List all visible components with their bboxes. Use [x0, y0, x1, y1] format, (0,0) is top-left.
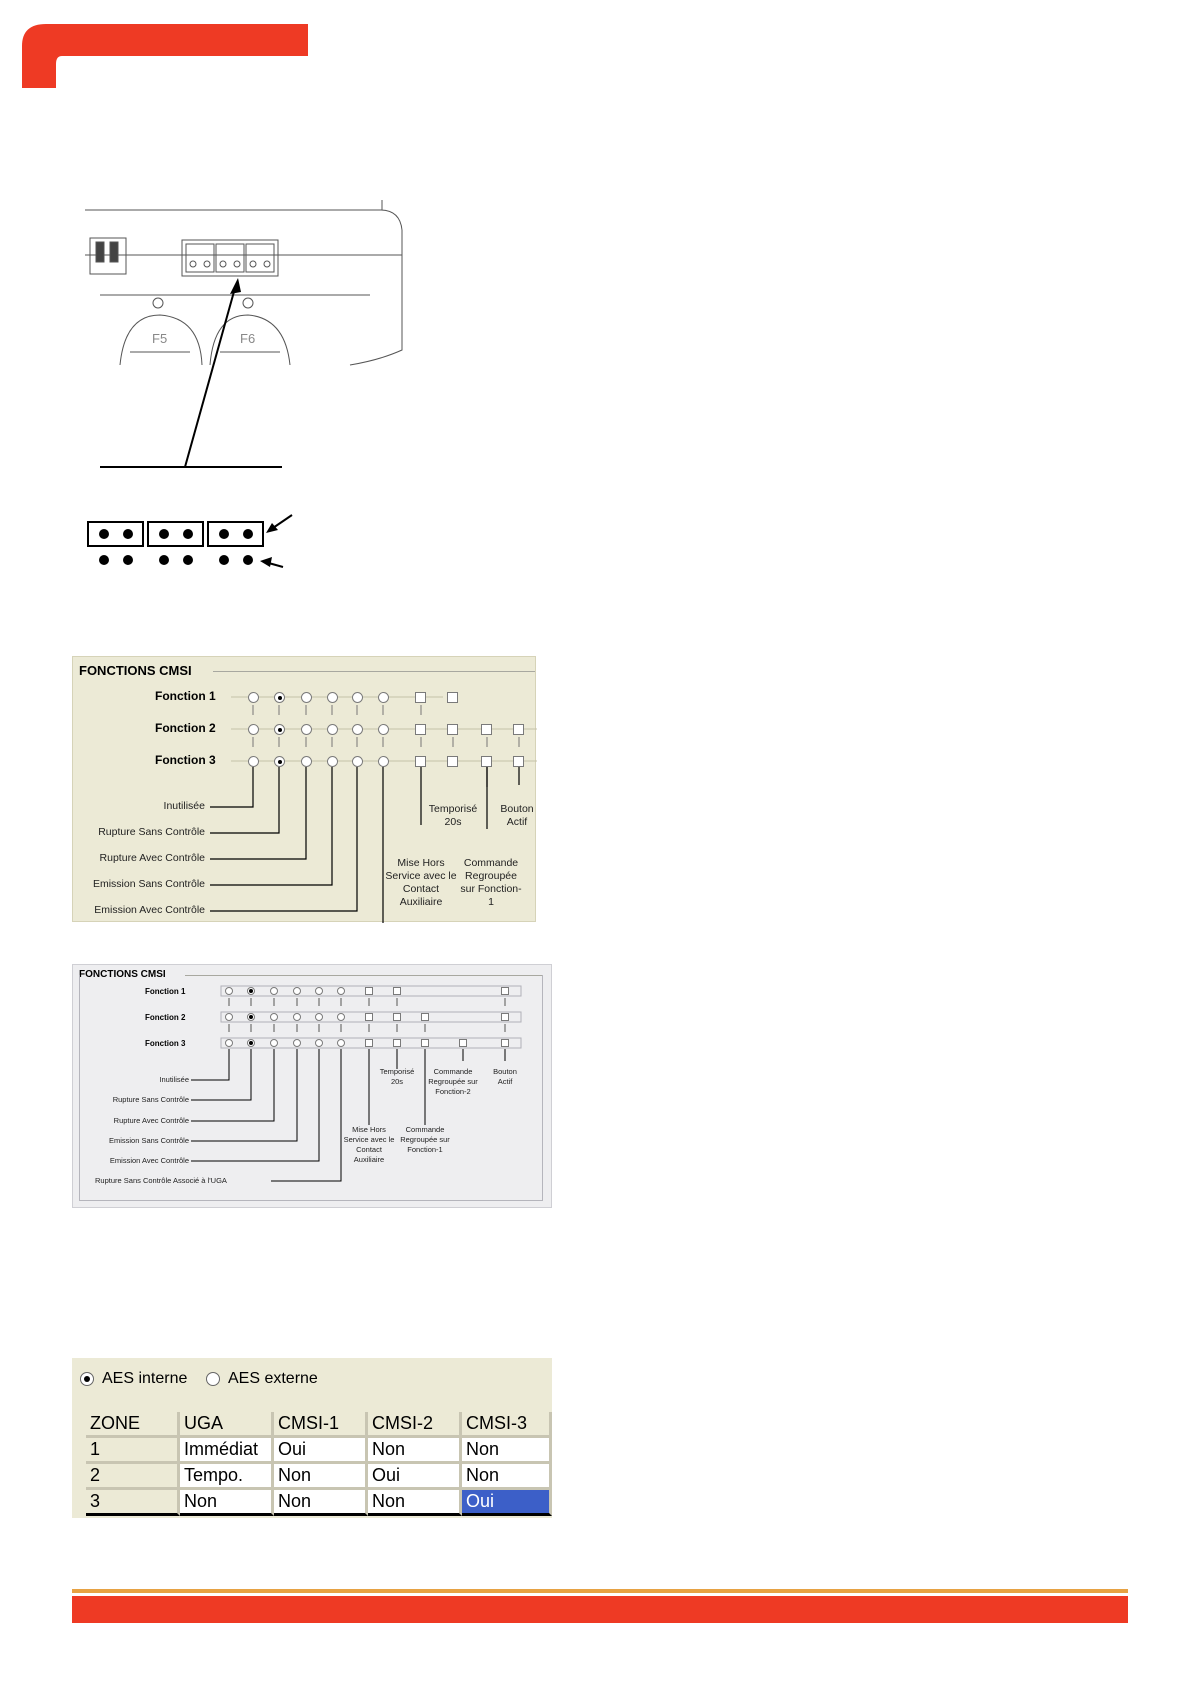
label-inutilisee: Inutilisée	[159, 1075, 189, 1084]
radio-icon[interactable]	[206, 1372, 220, 1386]
table-row	[86, 1464, 552, 1490]
footer-bar	[72, 1596, 1128, 1623]
label-commande-f2: Commande Regroupée sur Fonction-2	[428, 1067, 478, 1096]
f3-opt-emission-avec-controle[interactable]	[315, 1039, 323, 1047]
fonction-3-label: Fonction 3	[155, 753, 216, 767]
fonction-2-label: Fonction 2	[155, 721, 216, 735]
table-cell[interactable]: Non	[462, 1438, 552, 1464]
aes-interne-label: AES interne	[102, 1370, 188, 1387]
f1-opt-emission-avec-controle[interactable]	[315, 987, 323, 995]
f2-chk-temporise[interactable]	[393, 1013, 401, 1021]
f2-chk-mise-hors-service[interactable]	[415, 724, 426, 735]
panel-title: FONCTIONS CMSI	[79, 663, 192, 678]
label-rupture-sans-controle: Rupture Sans Contrôle	[112, 1095, 189, 1104]
col-header-cmsi-3: CMSI-3	[462, 1412, 552, 1438]
f1-chk-mise-hors-service[interactable]	[415, 692, 426, 703]
f2-opt-emission-avec-controle[interactable]	[352, 724, 363, 735]
f1-opt-emission-sans-controle[interactable]	[327, 692, 338, 703]
f3-chk-mise-hors-service[interactable]	[365, 1039, 373, 1047]
f2-chk-bouton[interactable]	[501, 1013, 509, 1021]
fonction-1-label: Fonction 1	[155, 689, 216, 703]
f3-opt-rupture-uga[interactable]	[337, 1039, 345, 1047]
f2-opt-rupture-uga[interactable]	[337, 1013, 345, 1021]
aes-externe-option[interactable]	[206, 1370, 318, 1388]
label-commande-f1: Commande Regroupée sur Fonction-1	[400, 1125, 450, 1154]
f3-opt-inutilisee[interactable]	[225, 1039, 233, 1047]
header-tab	[22, 24, 308, 88]
col-header-zone: ZONE	[86, 1412, 180, 1438]
f1-opt-emission-sans-controle[interactable]	[293, 987, 301, 995]
zone-cell: 2	[86, 1464, 180, 1490]
f2-opt-emission-sans-controle[interactable]	[293, 1013, 301, 1021]
f3-chk-temporise[interactable]	[447, 756, 458, 767]
f2-opt-rupture-avec-controle[interactable]	[270, 1013, 278, 1021]
f1-opt-extra[interactable]	[378, 692, 389, 703]
label-commande-regroupee: Commande Regroupée sur Fonction-1	[460, 857, 522, 908]
col-header-uga: UGA	[180, 1412, 274, 1438]
f1-opt-rupture-avec-controle[interactable]	[301, 692, 312, 703]
f3-chk-commande[interactable]	[481, 756, 492, 767]
label-temporise: Temporisé 20s	[379, 1067, 415, 1086]
table-cell[interactable]: Non	[274, 1464, 368, 1490]
fonction-1-label: Fonction 1	[145, 987, 186, 996]
f3-opt-rupture-avec-controle[interactable]	[270, 1039, 278, 1047]
f3-chk-temporise[interactable]	[393, 1039, 401, 1047]
label-rupture-sans-controle-uga: Rupture Sans Contrôle Associé à l'UGA	[95, 1176, 227, 1185]
f2-opt-rupture-sans-controle[interactable]	[247, 1013, 255, 1021]
table-row	[86, 1490, 552, 1516]
aes-externe-label: AES externe	[228, 1370, 318, 1387]
f1-opt-inutilisee[interactable]	[225, 987, 233, 995]
f3-opt-rupture-sans-controle[interactable]	[247, 1039, 255, 1047]
table-cell[interactable]: Immédiat	[180, 1438, 274, 1464]
table-cell[interactable]: Non	[368, 1490, 462, 1516]
col-header-cmsi-2: CMSI-2	[368, 1412, 462, 1438]
table-row	[86, 1438, 552, 1464]
zone-table	[86, 1412, 552, 1516]
label-emission-avec-controle: Emission Avec Contrôle	[94, 904, 205, 916]
f2-chk-commande[interactable]	[481, 724, 492, 735]
table-cell[interactable]: Non	[274, 1490, 368, 1516]
label-rupture-avec-controle: Rupture Avec Contrôle	[113, 1116, 189, 1125]
fuse-label-f6: F6	[240, 331, 256, 346]
f1-opt-emission-avec-controle[interactable]	[352, 692, 363, 703]
f2-chk-mise-hors-service[interactable]	[365, 1013, 373, 1021]
f2-opt-rupture-sans-controle[interactable]	[274, 724, 285, 735]
footer-accent-line	[72, 1589, 1128, 1593]
f2-chk-temporise[interactable]	[447, 724, 458, 735]
label-mise-hors-service: Mise Hors Service avec le Contact Auxiliaire	[343, 1125, 395, 1164]
f1-chk-temporise[interactable]	[393, 987, 401, 995]
f3-chk-mise-hors-service[interactable]	[415, 756, 426, 767]
f2-chk-commande[interactable]	[421, 1013, 429, 1021]
f1-chk-bouton[interactable]	[501, 987, 509, 995]
label-emission-sans-controle: Emission Sans Contrôle	[92, 878, 205, 890]
zone-config-panel	[72, 1358, 552, 1518]
fuse-label-f5: F5	[152, 331, 168, 346]
f3-chk-bouton[interactable]	[513, 756, 524, 767]
fonction-2-label: Fonction 2	[145, 1013, 186, 1022]
zone-cell: 1	[86, 1438, 180, 1464]
f2-opt-inutilisee[interactable]	[225, 1013, 233, 1021]
aes-interne-option[interactable]	[80, 1370, 187, 1388]
f3-chk-commande-f1[interactable]	[421, 1039, 429, 1047]
fonction-3-label: Fonction 3	[145, 1039, 186, 1048]
table-cell[interactable]: Oui	[274, 1438, 368, 1464]
label-bouton-actif: Bouton Actif	[493, 1067, 517, 1086]
label-inutilisee: Inutilisée	[163, 800, 205, 812]
label-mise-hors-service: Mise Hors Service avec le Contact Auxiliaire	[385, 857, 457, 908]
table-cell[interactable]: Non	[462, 1464, 552, 1490]
f1-opt-rupture-sans-controle[interactable]	[274, 692, 285, 703]
label-rupture-avec-controle: Rupture Avec Contrôle	[99, 852, 205, 864]
f1-opt-rupture-uga[interactable]	[337, 987, 345, 995]
f2-opt-emission-avec-controle[interactable]	[315, 1013, 323, 1021]
zone-cell: 3	[86, 1490, 180, 1516]
f2-opt-extra[interactable]	[378, 724, 389, 735]
f3-opt-emission-avec-controle[interactable]	[352, 756, 363, 767]
fonctions-cmsi-panel-2	[72, 964, 552, 1208]
label-bouton-actif: Bouton Actif	[500, 803, 534, 828]
f3-opt-emission-sans-controle[interactable]	[293, 1039, 301, 1047]
radio-icon[interactable]	[80, 1372, 94, 1386]
f2-opt-inutilisee[interactable]	[248, 724, 259, 735]
jumper-diagram	[80, 510, 300, 576]
fonctions-cmsi-panel-1	[72, 656, 536, 922]
label-emission-avec-controle: Emission Avec Contrôle	[109, 1156, 189, 1165]
f1-opt-rupture-sans-controle[interactable]	[247, 987, 255, 995]
table-cell[interactable]: Tempo.	[180, 1464, 274, 1490]
panel-title: FONCTIONS CMSI	[79, 969, 166, 980]
label-emission-sans-controle: Emission Sans Contrôle	[108, 1136, 189, 1145]
table-header-row	[86, 1412, 552, 1438]
table-cell[interactable]: Non	[368, 1438, 462, 1464]
table-cell[interactable]: Oui	[368, 1464, 462, 1490]
selected-table-cell[interactable]: Oui	[462, 1490, 552, 1516]
f3-chk-commande-f2[interactable]	[459, 1039, 467, 1047]
device-drawing	[80, 200, 410, 470]
col-header-cmsi-1: CMSI-1	[274, 1412, 368, 1438]
f2-chk-bouton[interactable]	[513, 724, 524, 735]
label-temporise: Temporisé 20s	[428, 803, 478, 828]
f1-chk-temporise[interactable]	[447, 692, 458, 703]
table-cell[interactable]: Non	[180, 1490, 274, 1516]
label-rupture-sans-controle: Rupture Sans Contrôle	[98, 826, 205, 838]
f2-opt-rupture-avec-controle[interactable]	[301, 724, 312, 735]
f3-opt-rupture-sans-controle[interactable]	[274, 756, 285, 767]
f1-chk-mise-hors-service[interactable]	[365, 987, 373, 995]
f3-opt-extra[interactable]	[378, 756, 389, 767]
f3-opt-inutilisee[interactable]	[248, 756, 259, 767]
f1-opt-rupture-avec-controle[interactable]	[270, 987, 278, 995]
f2-opt-emission-sans-controle[interactable]	[327, 724, 338, 735]
f3-chk-bouton[interactable]	[501, 1039, 509, 1047]
f3-opt-emission-sans-controle[interactable]	[327, 756, 338, 767]
f1-opt-inutilisee[interactable]	[248, 692, 259, 703]
option-connectors	[73, 965, 553, 1209]
f3-opt-rupture-avec-controle[interactable]	[301, 756, 312, 767]
